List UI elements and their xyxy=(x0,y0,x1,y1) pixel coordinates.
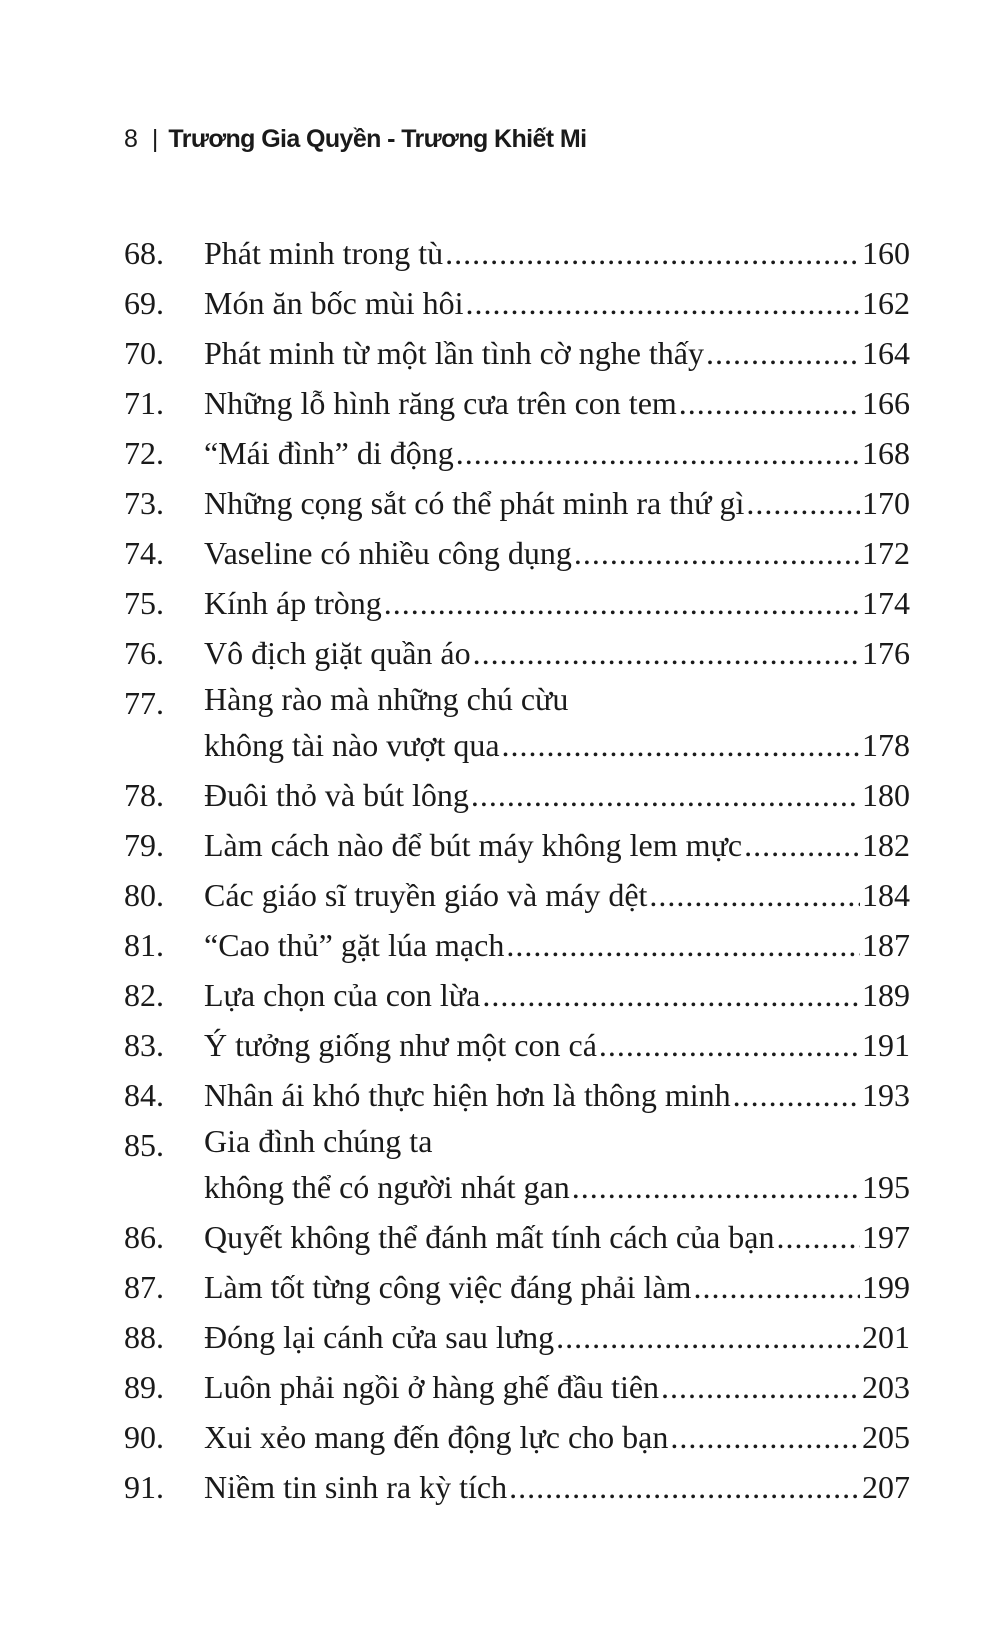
toc-entry-line xyxy=(204,770,910,820)
running-header xyxy=(124,122,586,156)
toc-entry-title: Những cọng sắt có thể phát minh ra thứ gì xyxy=(204,485,745,521)
toc-entry-body xyxy=(204,478,910,528)
toc-entry-page: 184 xyxy=(862,877,910,913)
toc-dot-leader xyxy=(482,970,860,1020)
toc-entry-page: 195 xyxy=(862,1169,910,1205)
toc-dot-leader xyxy=(445,228,860,278)
toc-entry-body xyxy=(204,1070,910,1120)
toc-entry-title: Phát minh từ một lần tình cờ nghe thấy xyxy=(204,335,704,371)
toc-entry-body xyxy=(204,770,910,820)
toc-entry-line xyxy=(204,478,910,528)
toc-entry[interactable] xyxy=(124,1262,910,1312)
toc-entry-title: Đuôi thỏ và bút lông xyxy=(204,777,469,813)
toc-dot-leader xyxy=(556,1312,860,1362)
toc-entry-body xyxy=(204,920,910,970)
toc-entry-body xyxy=(204,628,910,678)
toc-dot-leader xyxy=(509,1462,860,1512)
toc-entry-number: 79. xyxy=(124,827,164,863)
toc-entry-number: 76. xyxy=(124,635,164,671)
toc-entry[interactable] xyxy=(124,628,910,678)
toc-entry-number: 81. xyxy=(124,927,164,963)
toc-entry-body xyxy=(204,428,910,478)
toc-dot-leader xyxy=(471,770,860,820)
toc-entry-body xyxy=(204,378,910,428)
toc-dot-leader xyxy=(502,720,860,770)
toc-entry-page: 207 xyxy=(862,1469,910,1505)
toc-entry[interactable] xyxy=(124,228,910,278)
toc-entry-title-line1: Gia đình chúng ta xyxy=(204,1123,433,1159)
toc-entry-number: 87. xyxy=(124,1269,164,1305)
toc-entry-title: Xui xẻo mang đến động lực cho bạn xyxy=(204,1419,669,1455)
toc-entry-line xyxy=(204,1262,910,1312)
toc-entry-page: 189 xyxy=(862,977,910,1013)
toc-entry-body xyxy=(204,1312,910,1362)
toc-entry-body xyxy=(204,1120,910,1212)
page-number: 8 xyxy=(124,125,138,153)
toc-entry-body xyxy=(204,678,910,770)
toc-dot-leader xyxy=(473,628,860,678)
toc-entry-title: Phát minh trong tù xyxy=(204,235,444,271)
toc-entry-page: 162 xyxy=(862,285,910,321)
toc-entry-number: 75. xyxy=(124,585,164,621)
toc-entry-title: Món ăn bốc mùi hôi xyxy=(204,285,464,321)
toc-entry-title: Các giáo sĩ truyền giáo và máy dệt xyxy=(204,877,648,913)
toc-entry-line xyxy=(204,528,910,578)
toc-entry-page: 205 xyxy=(862,1419,910,1455)
toc-entry-line xyxy=(204,1362,910,1412)
toc-entry-number: 68. xyxy=(124,235,164,271)
toc-entry[interactable] xyxy=(124,1462,910,1512)
toc-entry[interactable] xyxy=(124,1362,910,1412)
toc-entry-title: Niềm tin sinh ra kỳ tích xyxy=(204,1469,508,1505)
toc-entry-title: Đóng lại cánh cửa sau lưng xyxy=(204,1319,555,1355)
toc-entry-body xyxy=(204,1462,910,1512)
toc-entry-title: Luôn phải ngồi ở hàng ghế đầu tiên xyxy=(204,1369,660,1405)
toc-entry-title: Nhân ái khó thực hiện hơn là thông minh xyxy=(204,1077,731,1113)
toc-entry-title: Ý tưởng giống như một con cá xyxy=(204,1027,597,1063)
toc-entry-number: 73. xyxy=(124,485,164,521)
toc-entry-page: 191 xyxy=(862,1027,910,1063)
toc-entry-body xyxy=(204,278,910,328)
toc-entry-page: 160 xyxy=(862,235,910,271)
toc-entry-page: 201 xyxy=(862,1319,910,1355)
toc-entry-title-line1: Hàng rào mà những chú cừu xyxy=(204,681,569,717)
toc-entry-line xyxy=(204,1070,910,1120)
toc-dot-leader xyxy=(776,1212,860,1262)
toc-entry-number: 88. xyxy=(124,1319,164,1355)
toc-entry-line xyxy=(204,720,910,770)
toc-entry[interactable] xyxy=(124,428,910,478)
toc-entry-body xyxy=(204,1212,910,1262)
toc-entry-number: 70. xyxy=(124,335,164,371)
toc-entry-title: Những lỗ hình răng cưa trên con tem xyxy=(204,385,677,421)
toc-entry-body xyxy=(204,1262,910,1312)
toc-entry-number: 91. xyxy=(124,1469,164,1505)
toc-entry-line xyxy=(204,1412,910,1462)
toc-entry-number: 89. xyxy=(124,1369,164,1405)
toc-dot-leader xyxy=(506,920,860,970)
toc-entry-line xyxy=(204,278,910,328)
toc-entry-line xyxy=(204,870,910,920)
toc-entry[interactable] xyxy=(124,278,910,328)
toc-entry-page: 187 xyxy=(862,927,910,963)
toc-entry-page: 182 xyxy=(862,827,910,863)
toc-entry-page: 164 xyxy=(862,335,910,371)
toc-entry[interactable] xyxy=(124,1070,910,1120)
toc-entry[interactable] xyxy=(124,1020,910,1070)
toc-entry-title: Làm cách nào để bút máy không lem mực xyxy=(204,827,743,863)
toc-entry-page: 203 xyxy=(862,1369,910,1405)
toc-dot-leader xyxy=(670,1412,860,1462)
toc-entry-title: “Cao thủ” gặt lúa mạch xyxy=(204,927,505,963)
toc-entry[interactable] xyxy=(124,578,910,628)
running-title: Trương Gia Quyền - Trương Khiết Mi xyxy=(168,125,587,153)
toc-entry-number: 69. xyxy=(124,285,164,321)
toc-entry-title: Vaseline có nhiều công dụng xyxy=(204,535,572,571)
toc-entry-title: Vô địch giặt quần áo xyxy=(204,635,471,671)
toc-entry[interactable] xyxy=(124,970,910,1020)
toc-dot-leader xyxy=(693,1262,860,1312)
toc-entry-body xyxy=(204,1020,910,1070)
toc-entry-number: 80. xyxy=(124,877,164,913)
toc-entry-line xyxy=(204,628,910,678)
toc-dot-leader xyxy=(733,1070,860,1120)
toc-entry-line xyxy=(204,378,910,428)
toc-entry-line xyxy=(204,1020,910,1070)
toc-entry-line xyxy=(204,428,910,478)
toc-entry-title: “Mái đình” di động xyxy=(204,435,454,471)
toc-dot-leader xyxy=(744,820,860,870)
toc-entry-line xyxy=(204,328,910,378)
toc-dot-leader xyxy=(572,1162,860,1212)
toc-dot-leader xyxy=(599,1020,860,1070)
toc-entry-page: 178 xyxy=(862,727,910,763)
toc-entry[interactable] xyxy=(124,1120,910,1212)
toc-entry-page: 199 xyxy=(862,1269,910,1305)
toc-entry-line xyxy=(204,970,910,1020)
toc-entry-body xyxy=(204,228,910,278)
toc-entry[interactable] xyxy=(124,1412,910,1462)
toc-entry-body xyxy=(204,528,910,578)
toc-entry-number: 82. xyxy=(124,977,164,1013)
toc-entry-body xyxy=(204,970,910,1020)
toc-entry-number: 86. xyxy=(124,1219,164,1255)
toc-entry[interactable] xyxy=(124,770,910,820)
toc-entry-number: 74. xyxy=(124,535,164,571)
toc-entry-title: Làm tốt từng công việc đáng phải làm xyxy=(204,1269,692,1305)
toc-entry-page: 172 xyxy=(862,535,910,571)
toc-entry-title: Quyết không thể đánh mất tính cách của bạn xyxy=(204,1219,775,1255)
toc-entry-number: 85. xyxy=(124,1127,164,1163)
toc-entry-body xyxy=(204,328,910,378)
toc-entry-number: 90. xyxy=(124,1419,164,1455)
toc-entry-line xyxy=(204,820,910,870)
toc-dot-leader xyxy=(679,378,860,428)
toc-entry-line xyxy=(204,1312,910,1362)
toc-entry-number: 72. xyxy=(124,435,164,471)
toc-dot-leader xyxy=(384,578,860,628)
toc-entry[interactable] xyxy=(124,378,910,428)
toc-entry[interactable] xyxy=(124,1212,910,1262)
table-of-contents xyxy=(124,228,910,1512)
toc-entry[interactable] xyxy=(124,1312,910,1362)
toc-entry[interactable] xyxy=(124,920,910,970)
toc-entry-title: không tài nào vượt qua xyxy=(204,727,500,763)
toc-entry-number: 78. xyxy=(124,777,164,813)
toc-entry-number: 84. xyxy=(124,1077,164,1113)
toc-entry-page: 166 xyxy=(862,385,910,421)
toc-entry-body xyxy=(204,1362,910,1412)
toc-entry-page: 193 xyxy=(862,1077,910,1113)
toc-entry[interactable] xyxy=(124,478,910,528)
toc-entry-body xyxy=(204,1412,910,1462)
toc-entry-number: 77. xyxy=(124,685,164,721)
toc-dot-leader xyxy=(574,528,860,578)
toc-entry-page: 174 xyxy=(862,585,910,621)
toc-entry-line xyxy=(204,920,910,970)
toc-entry-title: Lựa chọn của con lừa xyxy=(204,977,481,1013)
toc-entry[interactable] xyxy=(124,678,910,770)
toc-entry[interactable] xyxy=(124,328,910,378)
toc-entry[interactable] xyxy=(124,870,910,920)
toc-entry-number: 71. xyxy=(124,385,164,421)
header-separator: | xyxy=(151,125,159,153)
toc-entry-line xyxy=(204,1162,910,1212)
toc-entry-page: 176 xyxy=(862,635,910,671)
toc-entry-title: không thể có người nhát gan xyxy=(204,1169,570,1205)
toc-entry-body xyxy=(204,820,910,870)
toc-dot-leader xyxy=(649,870,860,920)
toc-entry-page: 170 xyxy=(862,485,910,521)
toc-entry-page: 197 xyxy=(862,1219,910,1255)
toc-dot-leader xyxy=(746,478,860,528)
toc-entry[interactable] xyxy=(124,528,910,578)
toc-entry-body xyxy=(204,870,910,920)
toc-entry-page: 168 xyxy=(862,435,910,471)
toc-dot-leader xyxy=(456,428,860,478)
toc-entry-line xyxy=(204,1212,910,1262)
toc-entry-page: 180 xyxy=(862,777,910,813)
toc-entry-body xyxy=(204,578,910,628)
toc-dot-leader xyxy=(661,1362,860,1412)
toc-entry-line xyxy=(204,578,910,628)
toc-dot-leader xyxy=(466,278,860,328)
toc-entry-title: Kính áp tròng xyxy=(204,585,382,621)
toc-entry-number: 83. xyxy=(124,1027,164,1063)
toc-dot-leader xyxy=(706,328,860,378)
toc-entry-line xyxy=(204,228,910,278)
toc-entry-line xyxy=(204,1462,910,1512)
toc-entry[interactable] xyxy=(124,820,910,870)
